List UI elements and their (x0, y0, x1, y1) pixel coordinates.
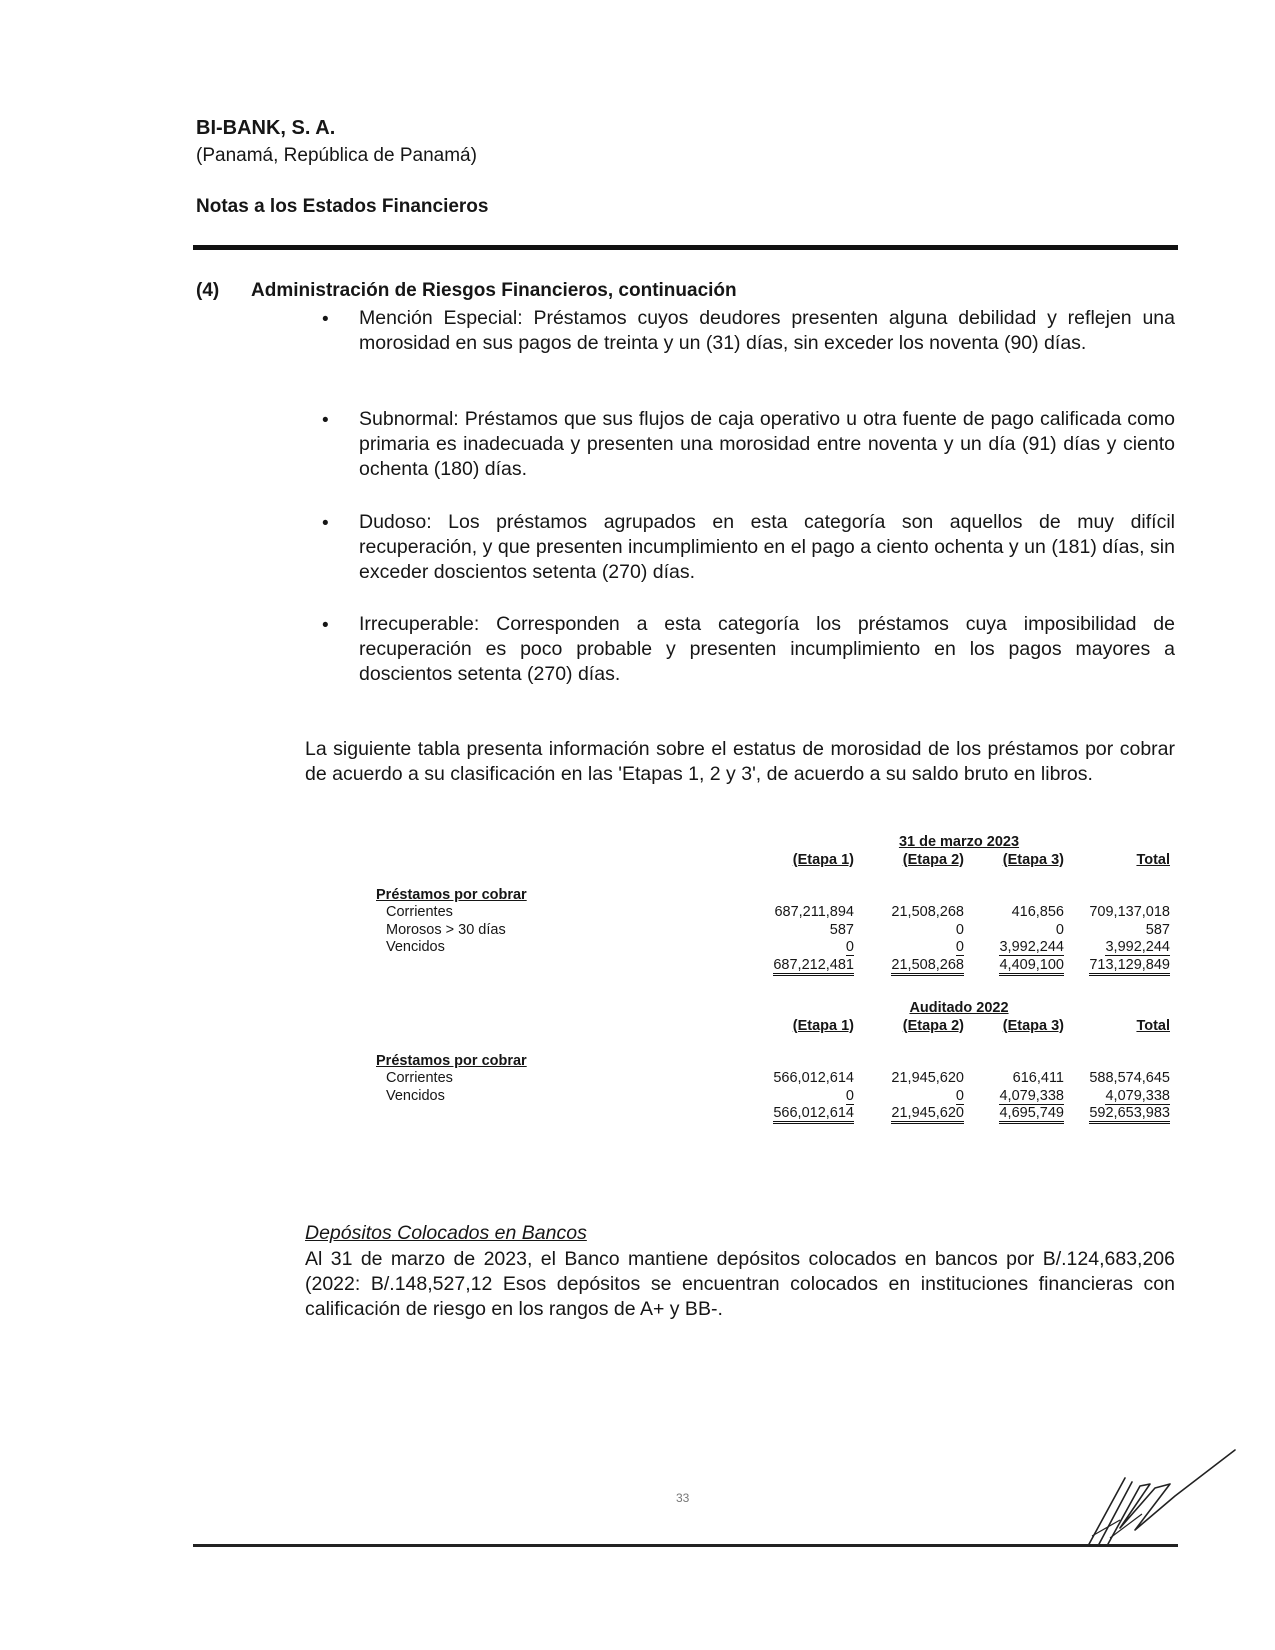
period-header: 31 de marzo 2023 (898, 834, 1020, 850)
company-name: BI-BANK, S. A. (196, 117, 336, 139)
table-row: Corrientes 687,211,894 21,508,268 416,856 709,137,018 (386, 904, 1170, 920)
section-number: (4) (196, 280, 220, 301)
deposits-paragraph: Al 31 de marzo de 2023, el Banco mantiene depósitos colocados en bancos por B/.124,683,206 (2022: B/.148,527,12 Esos depósitos se encuentran colocados en instituciones financieras con calificación de riesgo en los rangos de A+ y BB-. (305, 1248, 1175, 1320)
table-intro-paragraph: La siguiente tabla presenta información sobre el estatus de morosidad de los préstamos por cobrar de acuerdo a su clasificación en las 'Etapas 1, 2 y 3', de acuerdo a su saldo bruto en libros. (305, 738, 1175, 785)
footer-divider (193, 1544, 1178, 1547)
bullet-irrecuperable: Irrecuperable: Corresponden a esta categoría los préstamos cuya imposibilidad de recuperación es poco probable y presenten incumplimiento en los pagos mayores a doscientos setenta (270) días. (359, 613, 1175, 685)
loans-table-2022 (376, 1000, 1170, 1123)
column-header: (Etapa 3) (1002, 851, 1064, 868)
bullet-mencion-especial: Mención Especial: Préstamos cuyos deudores presenten alguna debilidad y reflejen una morosidad en sus pagos de treinta y un (31) días, sin exceder los noventa (90) días. (359, 307, 1175, 354)
column-header: Total (1136, 851, 1170, 868)
column-header: (Etapa 1) (792, 1017, 854, 1034)
table-row: Morosos > 30 días 587 0 0 587 (386, 921, 1170, 938)
table-row: Corrientes 566,012,614 21,945,620 616,411 588,574,645 (386, 1070, 1170, 1086)
column-header: Total (1136, 1017, 1170, 1034)
category-label: Préstamos por cobrar (376, 886, 527, 903)
loans-table-2023 (376, 834, 1170, 974)
column-header: (Etapa 2) (902, 1017, 964, 1034)
deposits-title: Depósitos Colocados en Bancos (305, 1222, 587, 1244)
bullet-marker: • (322, 615, 329, 636)
page-number: 33 (676, 1491, 690, 1505)
table-total-row: 566,012,614 21,945,620 4,695,749 592,653,983 (376, 1105, 1170, 1123)
bullet-marker: • (322, 309, 329, 330)
header-divider (193, 245, 1178, 250)
bullet-marker: • (322, 410, 329, 431)
bullet-marker: • (322, 513, 329, 534)
company-country: (Panamá, República de Panamá) (196, 145, 477, 166)
column-header: (Etapa 2) (902, 851, 964, 868)
category-label: Préstamos por cobrar (376, 1052, 527, 1069)
section-title: Administración de Riesgos Financieros, continuación (251, 280, 737, 301)
table-total-row: 687,212,481 21,508,268 4,409,100 713,129,849 (376, 957, 1170, 975)
bullet-dudoso: Dudoso: Los préstamos agrupados en esta categoría son aquellos de muy difícil recuperación, y que presenten incumplimiento en el pago a ciento ochenta y un (181) días, sin exceder doscientos setenta (270) días. (359, 511, 1175, 583)
period-header: Auditado 2022 (909, 1000, 1009, 1016)
column-header: (Etapa 3) (1002, 1017, 1064, 1034)
column-header: (Etapa 1) (792, 851, 854, 868)
table-row: Vencidos 0 0 4,079,338 4,079,338 (386, 1087, 1170, 1104)
bullet-subnormal: Subnormal: Préstamos que sus flujos de caja operativo u otra fuente de pago calificada como primaria es inadecuada y presenten una morosidad entre noventa y un día (91) días y ciento ochenta (180) días. (359, 408, 1175, 480)
signature-icon (1080, 1448, 1240, 1548)
notes-title: Notas a los Estados Financieros (196, 196, 489, 217)
table-row: Vencidos 0 0 3,992,244 3,992,244 (386, 939, 1170, 955)
